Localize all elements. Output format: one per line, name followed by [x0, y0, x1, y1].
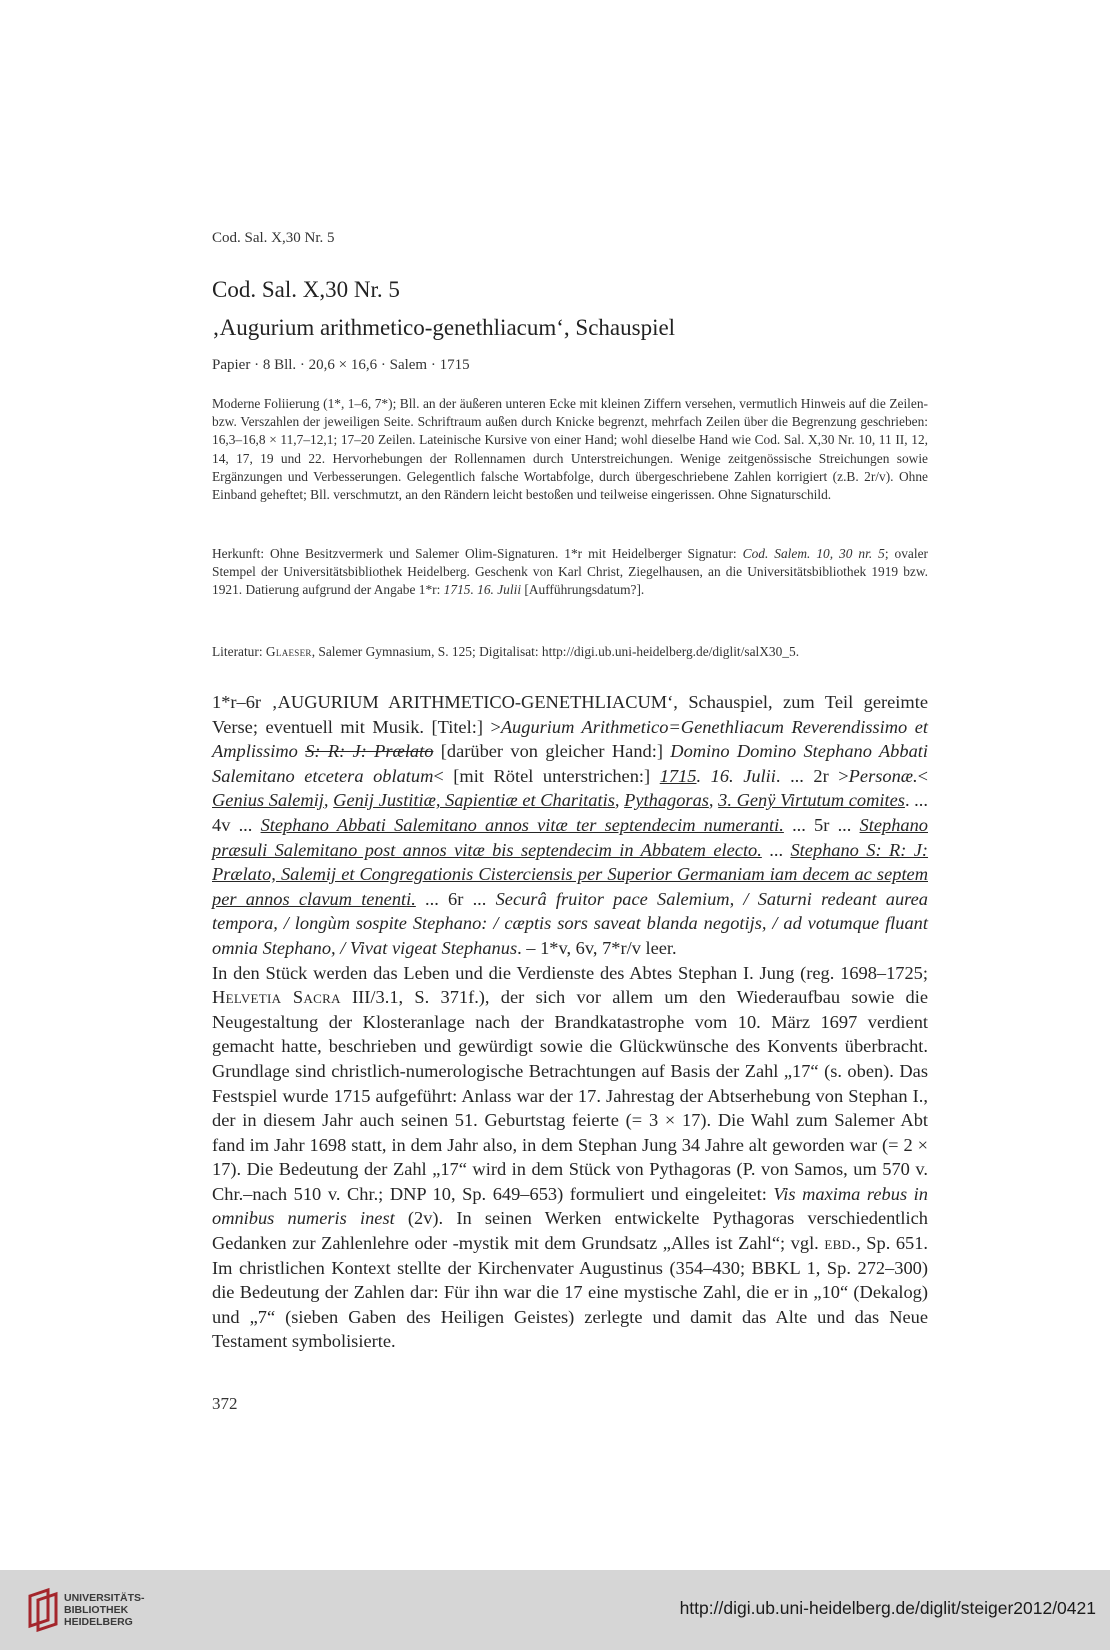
- description-paragraph: Moderne Foliierung (1*, 1–6, 7*); Bll. an der äußeren unteren Ecke mit kleinen Ziffern versehen, vermutlich Hinweis auf die Zeilen- bzw. Verszahlen der jeweiligen Seite. Schriftraum außen durch Knicke begrenzt, mehrfach Zeilen über die Begrenzung geschrieben: 16,3–16,8 × 11,7–12,1; 17–20 Zeilen. Lateinische Kursive von einer Hand; wohl dieselbe Hand wie Cod. Sal. X,30 Nr. 10, 11 II, 12, 14, 17, 19 und 22. Hervorhebungen der Rollennamen durch Unterstreichungen. Wenige zeitgenössische Streichungen sowie Ergänzungen und Verbesserungen. Gelegentlich falsche Wortabfolge, durch übergeschriebene Zahlen korrigiert (z.B. 2r/v). Ohne Einband geheftet; Bll. verschmutzt, an den Rändern leicht bestoßen und teilweise eingerissen. Ohne Signaturschild.: [212, 396, 928, 503]
- footer-bar: [0, 1570, 1110, 1650]
- footer-url-link[interactable]: http://digi.ub.uni-heidelberg.de/diglit/steiger2012/0421: [679, 1598, 1096, 1618]
- page-number: 372: [212, 1394, 238, 1413]
- running-head: Cod. Sal. X,30 Nr. 5: [212, 230, 335, 246]
- entry-meta-line: Papier · 8 Bll. · 20,6 × 16,6 · Salem · 1715: [212, 357, 470, 373]
- library-logo-text: UNIVERSITÄTS- BIBLIOTHEK HEIDELBERG: [64, 1592, 145, 1628]
- library-logo-icon: [26, 1586, 64, 1632]
- literature-paragraph: Literatur: Glaeser, Salemer Gymnasium, S. 125; Digitalisat: http://digi.ub.uni-heidelberg.de/diglit/salX30_5.: [212, 644, 800, 659]
- entry-title: Cod. Sal. X,30 Nr. 5: [212, 277, 400, 302]
- commentary-paragraph: In den Stück werden das Leben und die Verdienste des Abtes Stephan I. Jung (reg. 1698–1725; Helvetia Sacra III/3.1, S. 371f.), der sich vor allem um den Wiederaufbau sowie die Neugestaltung der Klosteranlage nach der Brandkatastrophe vom 10. März 1697 verdient gemacht hatte, beschrieben und gewürdigt sowie die Glückwünsche des Konvents überbracht. Grundlage sind christlich-numerologische Betrachtungen auf Basis der Zahl „17“ (s. oben). Das Festspiel wurde 1715 aufgeführt: Anlass war der 17. Jahrestag der Abtserhebung von Stephan I., der in diesem Jahr auch seinen 51. Geburtstag feierte (= 3 × 17). Die Wahl zum Salemer Abt fand im Jahr 1698 statt, in dem Jahr also, in dem Stephan Jung 34 Jahre alt geworden war (= 2 × 17). Die Bedeutung der Zahl „17“ wird in dem Stück von Pythagoras (P. von Samos, um 570 v. Chr.–nach 510 v. Chr.; DNP 10, Sp. 649–653) formuliert und eingeleitet: Vis maxima rebus in omnibus numeris inest (2v). In seinen Werken entwickelte Pythagoras verschiedentlich Gedanken zur Zahlenlehre oder -mystik mit dem Grundsatz „Alles ist Zahl“; vgl. ebd., Sp. 651. Im christlichen Kontext stellte der Kirchenvater Augustinus (354–430; BBKL 1, Sp. 272–300) die Bedeutung der Zahlen dar: Für ihn war die 17 eine mystische Zahl, die er in „10“ (Dekalog) und „7“ (sieben Gaben des Heiligen Geistes) zerlegte und damit das Alte und das Neue Testament symbolisierte.: [212, 962, 929, 1352]
- main-text: [212, 690, 928, 1354]
- provenance-paragraph: Herkunft: Ohne Besitzvermerk und Salemer Olim-Signaturen. 1*r mit Heidelberger Signatur: Cod. Salem. 10, 30 nr. 5; ovaler Stempel der Universitätsbibliothek Heidelberg. Geschenk von Karl Christ, Ziegelhausen, an die Universitätsbibliothek 1919 bzw. 1921. Datierung aufgrund der Angabe 1*r: 1715. 16. Julii [Aufführungsdatum?].: [212, 546, 928, 598]
- entry-subtitle: ‚Augurium arithmetico-genethliacum‘, Schauspiel: [212, 315, 676, 340]
- contents-paragraph: 1*r–6r ‚AUGURIUM ARITHMETICO-GENETHLIACUM‘, Schauspiel, zum Teil gereimte Verse; eventuell mit Musik. [Titel:] >Augurium Arithmetico=Genethliacum Reverendissimo et Amplissimo S: R: J: Prælato [darüber von gleicher Hand:] Domino Domino Stephano Abbati Salemitano etcetera oblatum< [mit Rötel unterstrichen:] 1715. 16. Julii. ... 2r >Personæ.< Genius Salemij, Genij Justitiæ, Sapientiæ et Charitatis, Pythagoras, 3. Genÿ Virtutum comites. ... 4v ... Stephano Abbati Salemitano annos vitæ ter septendecim numeranti. ... 5r ... Stephano præsuli Salemitano post annos vitæ bis septendecim in Abbatem electo. ... Stephano S: R: J: Prælato, Salemij et Congregationis Cisterciensis per Superior Germaniam iam decem ac septem per annos clavum tenenti. ... 6r ... Securâ fruitor pace Salemium, / Saturni redeant aurea tempora, / longùm sospite Stephano: / cæptis sors saveat blanda negotijs, / ad votumque fluant omnia Stephano, / Vivat vigeat Stephanus. – 1*v, 6v, 7*r/v leer.: [212, 692, 929, 958]
